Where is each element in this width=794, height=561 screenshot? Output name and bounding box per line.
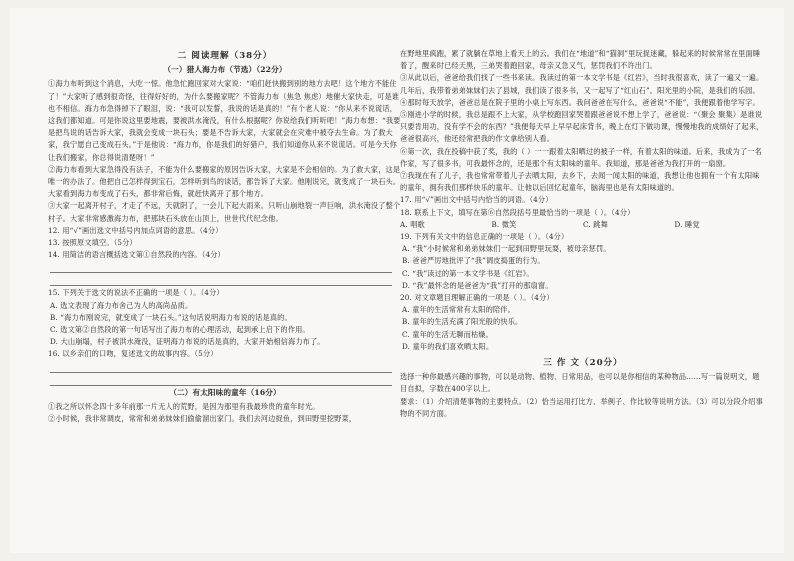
essay-requirements: 要求：（1）介绍清楚事物的主要特点。（2）恰当运用打比方、举例子、作比较等说明方法。（3）可以分段介绍事物的不同方面。: [400, 396, 763, 418]
answer-line[interactable]: [50, 261, 392, 273]
section-title-reading: 二 阅读理解（38分）: [177, 51, 273, 61]
exam-sheet: [10, 8, 784, 553]
passage-1-paragraph: ①海力布听到这个消息，大吃一惊。他急忙跑回家对大家说：“咱们赶快搬到别的地方去吧！这个地方不能住了！”大家听了感到很奇怪，往得好好的，为什么要搬家呢？不管海力布（焦急 焦虑）地催大家快走，可是谁也不相信。海力布急得掉下了眼泪，说：“我可以发誓，我说的话是真的！”有个老人说：“你从来不说谎话，这我们都知道。可是你说这里要地震，要被洪水淹没，有什么根据呢？你说给我们听听吧！”海力布想：“我要是把鸟说的话告诉大家，我就会变成一块石头；要是不告诉大家，大家就会在灾难中被夺去生命。为了救大家，我宁愿自己变成石头。”于是他说：“海力布，你是我们的好猎户，我们知道你从来不说谎话。可是今天你让我们搬家，你总得说清楚呀！”: [48, 79, 401, 162]
passage-2-paragraph: ④那时每天放学，爸爸总是在院子里的小桌上写东西。我问爸爸在写什么，爸爸说“不能”，我便跟着他学写字。: [400, 97, 760, 107]
passage-2-paragraph: ⑥第一次，我在投稿中获了奖，我的（ ）一一跟着太阳晒过的被子一样，有着太阳的味道。后来，我成为了一名作家，写了很多书，可我最怀念的，还是那个有太阳味的童年。我知道，那是爸爸为我打开的一扇窗。: [400, 146, 762, 168]
answer-line[interactable]: [50, 274, 392, 286]
q19-option-b: B. 爸爸严厉地批评了“我”调皮捣蛋的行为。: [402, 256, 545, 266]
passage-2-paragraph: ①我之所以怀念四十多年前那一片无人的荒野，是因为那里有我最珍贵的童年时光。: [48, 401, 320, 411]
question-16: 16. 以乡亲们的口吻，复述选文的故事内容。（5分）: [48, 349, 218, 359]
passage-1-paragraph: ③大家一起离开村子，才走了不远，天就阴了，一会儿下起大雨来。只听山崩地裂一声巨响，洪水淹没了整个村子。大家非常感激海力布，把那块石头放在山顶上，世世代代纪念他。: [48, 201, 401, 223]
question-18: 18. 联系上下文，填写在第⑥自然段括号里最恰当的一项是（ ）。（4分）: [400, 207, 635, 217]
left-column: [48, 46, 402, 425]
right-column: [400, 48, 766, 420]
passage-2-paragraph: ⑤刚进小学的时候，我总是跟不上大家，从学校跑回家哭着跟爸爸说不想上学了，爸爸说：“（聚会 聚集）是谁说只要肯用功，没有学不会的东西？”我便每天早上早早起床背书，晚上在灯下做功课，慢慢地我的成绩好了起来，爸爸很高兴，他还经常把我的作文拿给别人看。: [400, 110, 764, 144]
passage-2-paragraph: ②小时候，我非常调皮，常常和弟弟妹妹们偷偷溜出家门。我们去河边捉鱼，到田野里挖野菜，: [48, 414, 357, 424]
question-15: 15. 下列关于选文的说法不正确的一项是（ ）。（4分）: [48, 288, 224, 298]
essay-prompt: 选择一种你最感兴趣的事物，可以是动物、植物、日常用品，也可以是你相信的某种物品……写一篇说明文，题目自拟，字数在400字以上。: [400, 372, 760, 394]
question-20: 20. 对文章题目理解正确的一项是（ ）。（4分）: [400, 293, 554, 303]
q19-option-a: A. “我”小时候常和弟弟妹妹们一起到田野里玩耍，被母亲惩罚。: [402, 244, 611, 254]
question-12: 12. 用“√”画出选文中括号内加点词语的意思。（4分）: [48, 225, 223, 235]
passage-2-paragraph: ⑦我现在有了儿子，我也常常带着儿子去晒太阳，去乡下，去闻一闻太阳的味道，我想让他也拥有一个有太阳味的童年，拥有我们那样快乐的童年。让他以后回忆起童年，脑海里也是有太阳味道的。: [400, 171, 760, 193]
answer-line[interactable]: [50, 361, 392, 373]
q15-option-d: D. 大山崩塌，村子被洪水淹没，证明海力布说的话是真的，大家开始相信海力布了。: [50, 337, 325, 347]
section-title-essay: 三 作 文（20分）: [543, 358, 623, 369]
q19-option-d: D. “我”最怀念的是爸爸为“我”打开的那扇窗。: [402, 280, 553, 290]
q15-option-a: A. 选文表现了海力布舍己为人的高尚品质。: [50, 300, 193, 310]
passage-2-paragraph: 在野地里疯跑，累了就躺在草地上看天上的云。我们在“地道”和“猫洞”里玩捉迷藏，躲起来的时候常常在里面睡着了，醒来时已经天黑，三弟哭着跑回家，母亲又急又气，惩罚我们不许出门。: [400, 49, 761, 71]
question-14: 14. 用简洁的语言概括选文第①自然段的内容。（4分）: [48, 250, 225, 260]
q20-option-d: D. 童年的我们喜欢晒太阳。: [402, 341, 494, 351]
answer-line[interactable]: [50, 374, 392, 386]
q20-option-b: B. 童年的生活充满了阳光般的快乐。: [402, 317, 523, 327]
question-19: 19. 下列有关文中的信息正确的一项是（ ）。（4分）: [400, 232, 569, 242]
q19-option-c: C. “我”读过的第一本文学书是《红岩》。: [402, 268, 534, 278]
q20-option-c: C. 童年的生活无聊而枯燥。: [402, 329, 493, 339]
passage-2-paragraph: ③从此以后，爸爸给我们找了一些书来读。我读过的第一本文学书是《红岩》，当时我很喜欢，读了一遍又一遍。几年后，我带着弟弟妹妹们去了县城，我们读了很多书，又一起写了“红山石”。阳光里的小院，是我们的乐园。: [400, 73, 764, 95]
q18-options: [400, 219, 766, 231]
passage-2-title: （二）有太阳味的童年（16分）: [169, 387, 281, 397]
passage-1-title: （一）猎人海力布（节选）（22分）: [163, 65, 287, 75]
question-13: 13. 按照原文填空。（5分）: [48, 238, 137, 248]
q18-option-d: D. 睡觉: [674, 219, 700, 229]
q18-option-c: C. 跳舞: [583, 219, 608, 229]
q15-option-c: C. 选文第②自然段的第一句话写出了海力布的心理活动，起到承上启下的作用。: [50, 325, 310, 335]
q15-option-b: B. “海力布刚说完，就变成了一块石头。”这句话说明海力布说的话是真的。: [50, 312, 292, 322]
q18-option-b: B. 微笑: [491, 219, 517, 229]
passage-1-paragraph: ②海力布看到大家急得没有法子，不能为什么要搬家的原因告诉大家，大家是不会相信的。为了救大家，这是唯一的办法了。他把自己怎样得到宝石，怎样听到鸟的谈话，都告诉了大家。他刚说完，就变成了一块石头。大家看到海力布变成了石头，都非常后悔，就赶快离开了那个地方。: [48, 164, 401, 199]
q18-option-a: A. 唱歌: [400, 219, 425, 229]
question-17: 17. 用“√”画出文中括号内恰当的词语。（4分）: [400, 195, 553, 205]
q20-option-a: A. 童年的生活常常有太阳的陪伴。: [402, 305, 515, 315]
